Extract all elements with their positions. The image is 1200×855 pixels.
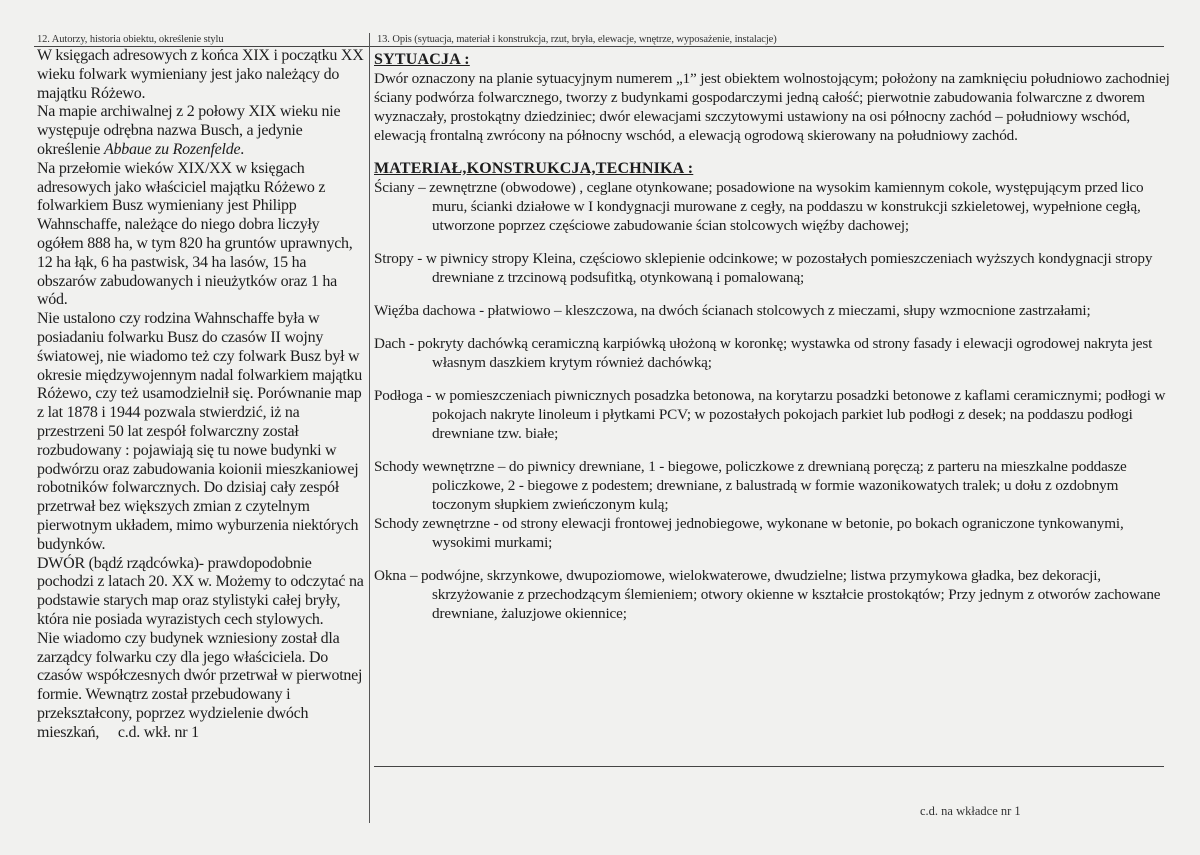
description-column	[374, 50, 1174, 623]
column-divider	[369, 33, 370, 823]
historic-name: Abbaue zu Rozenfelde	[104, 140, 241, 158]
history-paragraph: W księgach adresowych z końca XIX i początku XX wieku folwark wymieniany jest jako należący do majątku Różewo.	[37, 47, 364, 102]
situation-title: SYTUACJA :	[374, 51, 470, 68]
history-paragraph: Na mapie archiwalnej z 2 połowy XIX wieku nie występuje odrębna nazwa Busch, a jedynie określenie Abbaue zu Rozenfelde.	[37, 103, 341, 158]
left-section-header: 12. Autorzy, historia obiektu, określenie stylu	[37, 34, 224, 45]
entry-roof-truss: Więźba dachowa - płatwiowo – kleszczowa, na dwóch ścianach stolcowych z mieczami, słupy wzmocnione zastrzałami;	[374, 302, 1091, 319]
entry-floor: Podłoga - w pomieszczeniach piwnicznych posadzka betonowa, na korytarzu posadzki betonowe z kaflami ceramicznymi; podłogi w pokojach nakryte linoleum i płytkami PCV; w pozostałych pokojach parkiet lub podłogi z desek; na poddaszu podłogi drewniane tzw. białe;	[374, 387, 1166, 442]
history-paragraph: DWÓR (bądź rządcówka)- prawdopodobnie pochodzi z latach 20. XX w. Możemy to odczytać na podstawie starych map oraz stylistyki całej bryły, która nie posiada wyrazistych cech stylowych.	[37, 554, 364, 628]
entry-windows: Okna – podwójne, skrzynkowe, dwupoziomowe, wielokwaterowe, dwudzielne; listwa przymykowa gładka, bez dekoracji, skrzyżowanie z przechodzącym ślemieniem; otwory okienne w kształcie prostokątów; Przy jednym z otworów zachowane drewniane, żaluzjowe okiennice;	[374, 567, 1161, 622]
history-paragraph: Na przełomie wieków XIX/XX w księgach adresowych jako właściciel majątku Różewo z folwarkiem Busz wymieniany jest Philipp Wahnschaffe, należące do niego dobra liczyły ogółem 888 ha, w tym 820 ha gruntów uprawnych, 12 ha łąk, 6 ha pastwisk, 34 ha lasów, 15 ha obszarów zabudowanych i nieużytków oraz 1 ha wód.	[37, 159, 353, 309]
history-column	[37, 47, 367, 742]
continuation-note: c.d. wkł. nr 1	[117, 723, 199, 741]
right-section-header: 13. Opis (sytuacja, materiał i konstrukcja, rzut, bryła, elewacje, wnętrze, wyposażenie, instalacje)	[377, 34, 777, 45]
entry-ceilings: Stropy - w piwnicy stropy Kleina, częściowo sklepienie odcinkowe; w pozostałych pomieszczeniach wyższych kondygnacji stropy drewniane z trzcinową podsufitką, otynkowaną i pomalowaną;	[374, 250, 1153, 286]
history-paragraph: Nie ustalono czy rodzina Wahnschaffe była w posiadaniu folwarku Busz do czasów II wojny światowej, nie wiadomo też czy folwark Busz był w okresie międzywojennym nadal folwarkiem majątku Różewo, czy też usamodzielnił się. Porównanie map z lat 1878 i 1944 pozwala stwierdzić, iż na przestrzeni 50 lat zespół folwarczny został rozbudowany : pojawiają się tu nowe budynki w podwórzu oraz zabudowania koionii mieszkaniowej robotników folwarcznych. Do dzisiaj cały zespół przetrwał bez większych zmian z czytelnym pierwotnym układem, mimo wyburzenia niektórych budynków.	[37, 310, 363, 553]
entry-roof: Dach - pokryty dachówką ceramiczną karpiówką ułożoną w koronkę; wystawka od strony fasady i elewacji ogrodowej nakryta jest własnym daszkiem krytym również dachówką;	[374, 335, 1153, 371]
footer-continuation: c.d. na wkładce nr 1	[920, 804, 1021, 818]
material-title: MATERIAŁ,KONSTRUKCJA,TECHNIKA :	[374, 160, 694, 177]
text-end-rule	[374, 766, 1164, 767]
entry-walls: Ściany – zewnętrzne (obwodowe) , ceglane otynkowane; posadowione na wysokim kamiennym cokole, występującym przed lico muru, ścianki działowe w I kondygnacji murowane z cegły, na poddaszu w konstrukcji szkieletowej, wypełnione cegłą, utworzone poprzez częściowe zabudowanie ścian stolcowych więźby dachowej;	[374, 179, 1144, 234]
situation-text: Dwór oznaczony na planie sytuacyjnym numerem „1” jest obiektem wolnostojącym; położony na zamknięciu południowo zachodniej ściany podwórza folwarcznego, tworzy z budynkami gospodarczymi jedną całość; pierwotnie zabudowania folwarczne z dworem wyznaczały, prostokątny dziedziniec; dwór elewacjami szczytowymi ustawiony na osi północny zachód – południowy wschód, elewacją frontalną zwrócony na północny wschód, a elewacją ogrodową skierowany na południowy zachód.	[374, 70, 1170, 144]
history-paragraph: Nie wiadomo czy budynek wzniesiony został dla zarządcy folwarku czy dla jego właściciela. Do czasów współczesnych dwór przetrwał w pierwotnej formie. Wewnątrz został przebudowany i przekształcony, poprzez wydzielenie dwóch mieszkań, c.d. wkł. nr 1	[37, 629, 363, 741]
entry-outer-stairs: Schody zewnętrzne - od strony elewacji frontowej jednobiegowe, wykonane w betonie, po bokach ograniczone tynkowanymi, wysokimi murkami;	[374, 515, 1124, 551]
entry-inner-stairs: Schody wewnętrzne – do piwnicy drewniane, 1 - biegowe, policzkowe z drewnianą poręczą; z parteru na mieszkalne poddasze policzkowe, 2 - biegowe z podestem; drewniane, z balustradą w formie wazonikowatych tralek; u dołu z ozdobnym toczonym słupkiem zwieńczonym kulą;	[374, 458, 1127, 513]
